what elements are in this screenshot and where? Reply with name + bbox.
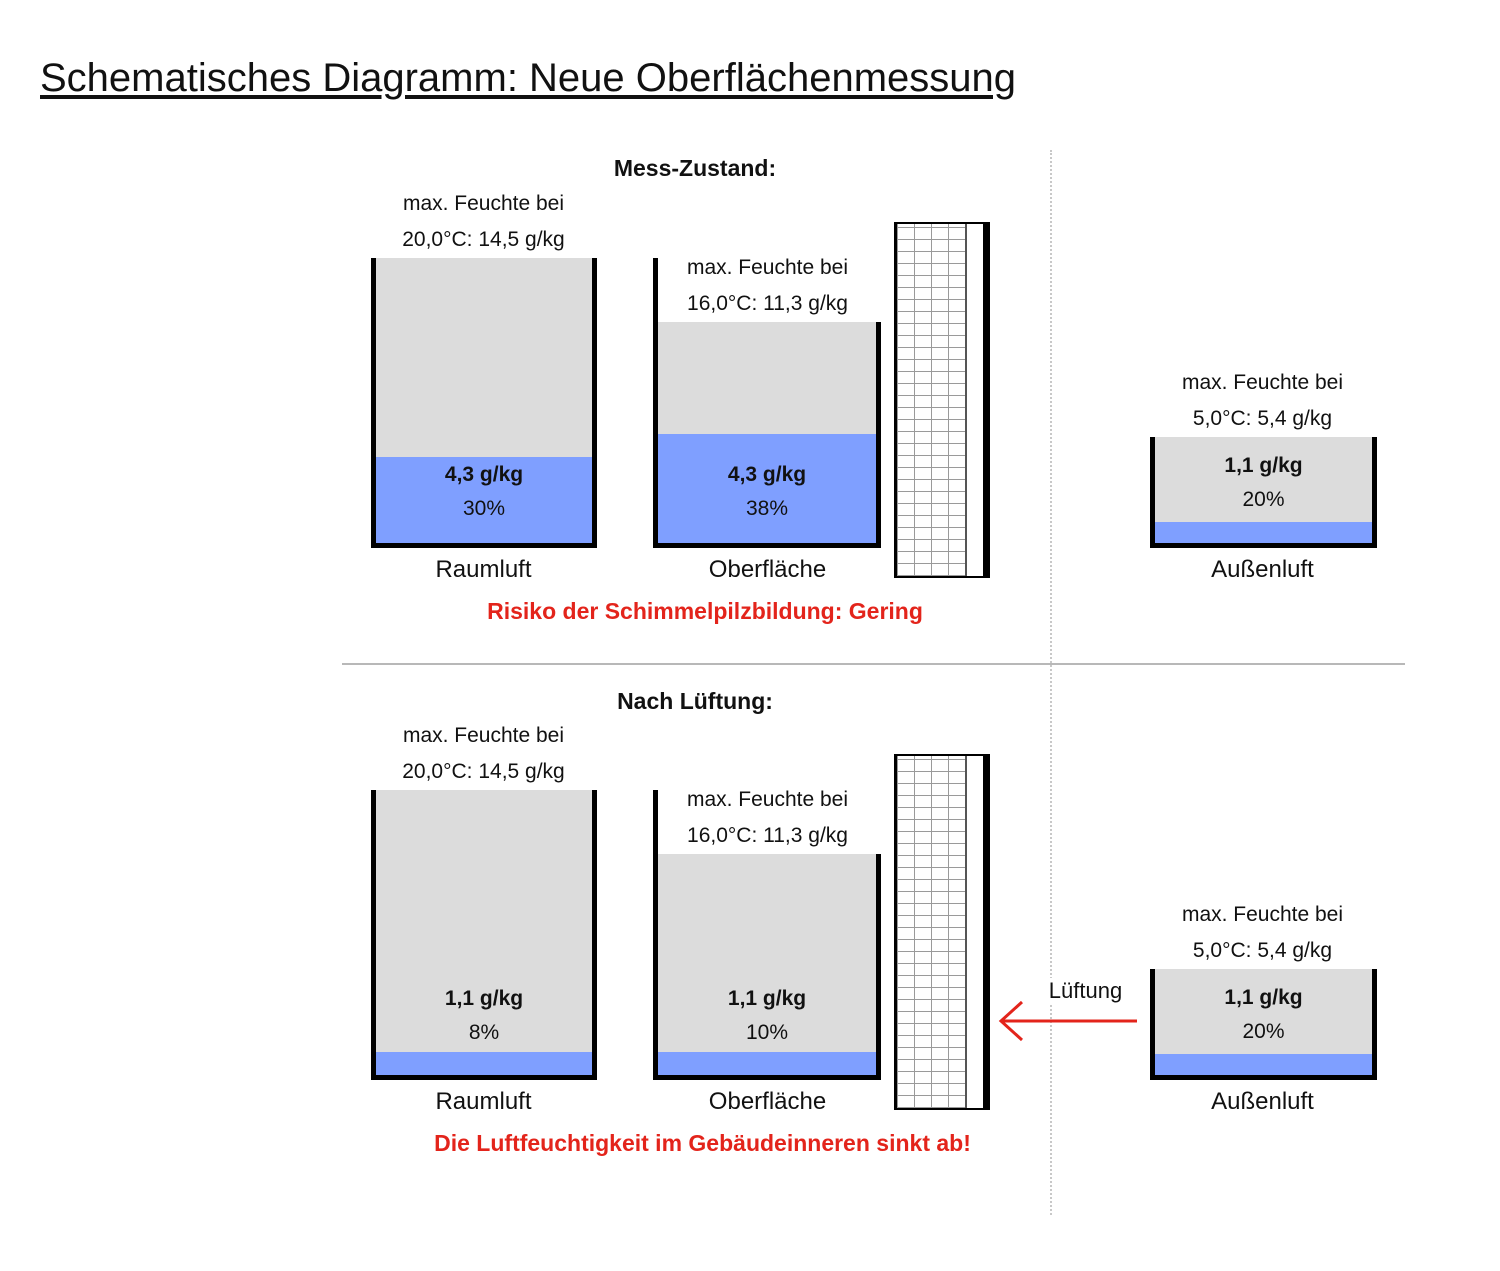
humidity-value: 1,1 g/kg — [1224, 986, 1303, 1009]
mold-risk-note: Risiko der Schimmelpilzbildung: Gering — [487, 598, 923, 624]
max-humidity-caption: max. Feuchte bei — [1181, 903, 1344, 926]
vertical-dotted-divider — [1050, 150, 1052, 1215]
container-label: Oberfläche — [708, 1088, 827, 1115]
max-humidity-caption-value: 5,0°C: 5,4 g/kg — [1192, 407, 1333, 430]
max-humidity-caption-value: 16,0°C: 11,3 g/kg — [687, 824, 848, 847]
container-oberflaeche — [653, 854, 881, 1080]
humidity-percent: 8% — [468, 1021, 500, 1044]
humidity-percent: 30% — [462, 497, 506, 520]
humidity-values — [658, 982, 876, 1050]
humidity-drop-note: Die Luftfeuchtigkeit im Gebäudeinneren sinkt ab! — [434, 1130, 971, 1156]
humidity-percent: 10% — [745, 1021, 789, 1044]
humidity-percent: 38% — [745, 497, 789, 520]
humidity-value: 1,1 g/kg — [1224, 454, 1303, 477]
max-humidity-caption-value: 20,0°C: 14,5 g/kg — [402, 228, 565, 251]
section-heading-after-ventilation: Nach Lüftung: — [617, 688, 773, 714]
max-humidity-caption-value: 16,0°C: 11,3 g/kg — [687, 292, 848, 315]
section-heading-measurement: Mess-Zustand: — [613, 155, 777, 181]
container-aussenluft — [1150, 437, 1377, 548]
ventilation-arrow-icon — [995, 998, 1140, 1044]
max-humidity-caption-value: 20,0°C: 14,5 g/kg — [402, 760, 565, 783]
humidity-values — [376, 458, 592, 526]
container-label: Raumluft — [435, 1088, 532, 1115]
container-oberflaeche — [653, 322, 881, 548]
humidity-value: 1,1 g/kg — [727, 987, 807, 1010]
brick-pattern — [897, 224, 967, 576]
container-label: Außenluft — [1211, 1088, 1314, 1115]
humidity-percent: 20% — [1242, 488, 1285, 511]
ventilation-label: Lüftung — [1028, 978, 1143, 1004]
container-aussenluft — [1150, 969, 1377, 1080]
brick-pattern — [897, 756, 967, 1108]
container-label: Außenluft — [1211, 556, 1314, 583]
max-humidity-caption: max. Feuchte bei — [402, 724, 565, 747]
page-title: Schematisches Diagramm: Neue Oberflächenmessung — [40, 56, 1016, 100]
humidity-percent: 20% — [1242, 1020, 1285, 1043]
humidity-fill — [1155, 522, 1372, 543]
humidity-fill — [658, 1052, 876, 1075]
max-humidity-caption: max. Feuchte bei — [1181, 371, 1344, 394]
humidity-values — [1155, 449, 1372, 517]
humidity-value: 1,1 g/kg — [444, 987, 524, 1010]
max-humidity-caption: max. Feuchte bei — [686, 256, 849, 279]
container-raumluft — [371, 790, 597, 1080]
humidity-fill — [376, 1052, 592, 1075]
brick-wall — [894, 754, 990, 1110]
humidity-values — [376, 982, 592, 1050]
section-divider — [342, 663, 1405, 665]
humidity-values — [1155, 981, 1372, 1049]
container-label: Raumluft — [435, 556, 532, 583]
humidity-value: 4,3 g/kg — [444, 463, 524, 486]
container-left-wall-extension — [653, 790, 658, 860]
max-humidity-caption-value: 5,0°C: 5,4 g/kg — [1192, 939, 1333, 962]
max-humidity-caption: max. Feuchte bei — [686, 788, 849, 811]
humidity-value: 4,3 g/kg — [727, 463, 807, 486]
container-left-wall-extension — [653, 258, 658, 328]
humidity-fill — [1155, 1054, 1372, 1075]
humidity-values — [658, 458, 876, 526]
container-raumluft — [371, 258, 597, 548]
brick-wall — [894, 222, 990, 578]
max-humidity-caption: max. Feuchte bei — [402, 192, 565, 215]
container-label: Oberfläche — [708, 556, 827, 583]
